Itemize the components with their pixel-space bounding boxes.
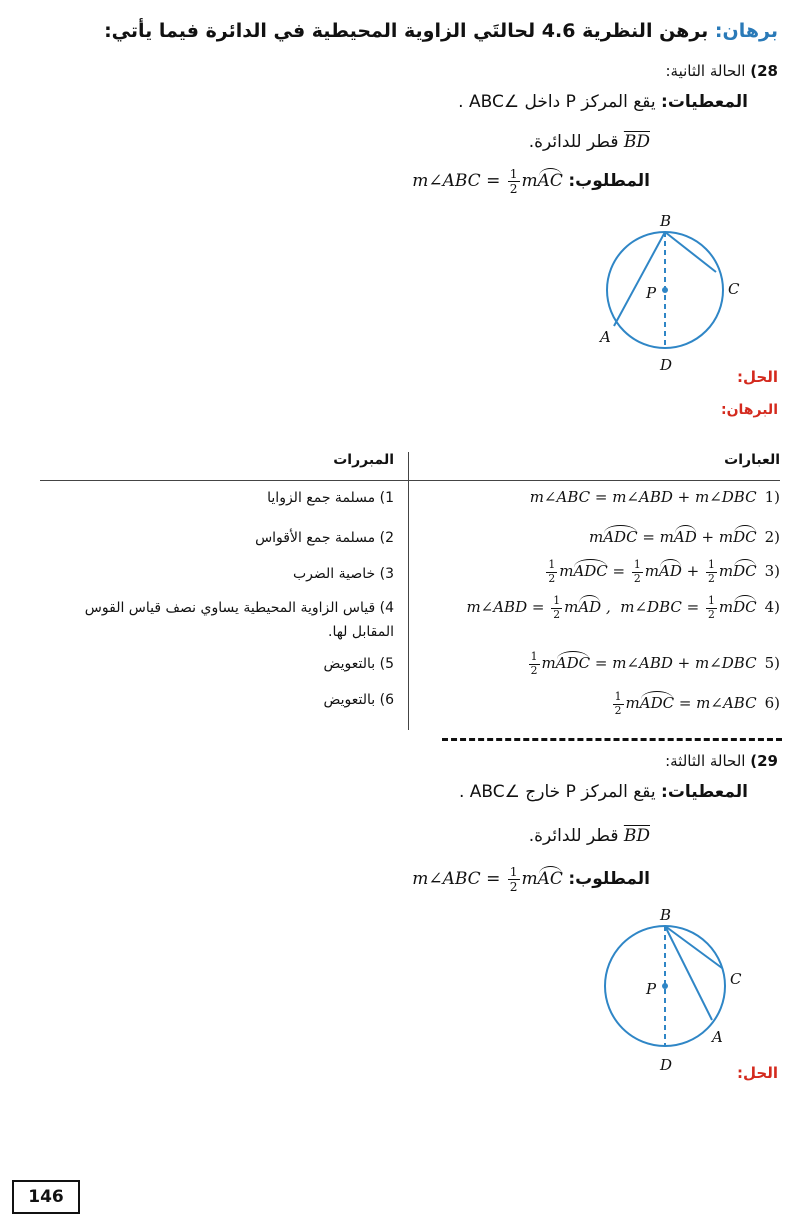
table-row-5-reason: 5) بالتعويض: [323, 656, 394, 672]
page-number: 146: [12, 1180, 80, 1214]
proof-label: برهان:: [714, 20, 778, 42]
case3-center-point: [662, 983, 668, 989]
table-row-2-statement: (2mADC = mAD + mDC: [588, 528, 780, 546]
table-column-divider: [408, 452, 409, 730]
proof-header: [104, 20, 778, 42]
case2-given-text: يقع المركز P داخل ∠ABC .: [458, 92, 656, 112]
case2-title: [665, 62, 778, 80]
table-row-4-statement: (4m∠ABD = $\frac{1}{2}$ mAD , m∠DBC = $\frac{1}{2}$ mDC: [466, 594, 780, 621]
proof-table: [40, 452, 780, 730]
case3-title: [665, 752, 778, 770]
case3-given: [459, 782, 748, 802]
case3-given-line2: [529, 826, 650, 846]
case2-number: 28): [750, 62, 778, 80]
case2-solution-label: الحل:: [737, 368, 778, 386]
case3-title-text: الحالة الثالثة:: [665, 752, 746, 770]
table-row-4-reason: 4) قياس الزاوية المحيطية يساوي نصف قياس القوس المقابل لها.: [84, 600, 394, 640]
case2-segment-bd: $\overline{BD}$: [623, 132, 650, 152]
table-row-3-reason: 3) خاصية الضرب: [292, 566, 394, 582]
reasons-header: المبررات: [333, 452, 394, 468]
section-separator: [442, 738, 782, 741]
table-row-3-statement: (3 $\frac{1}{2}$ mADC = $\frac{1}{2}$ mAD + $\frac{1}{2}$ mDC: [548, 558, 780, 585]
case3-given-line2-text: قطر للدائرة.: [528, 826, 619, 846]
case2-label-a: A: [600, 328, 611, 346]
case2-label-p: P: [646, 284, 657, 302]
case2-label-c: C: [728, 280, 740, 298]
case2-title-text: الحالة الثانية:: [665, 62, 746, 80]
case3-label-d: D: [660, 1056, 673, 1074]
table-row-2-reason: 2) مسلمة جمع الأقواس: [255, 530, 394, 546]
table-row-6-reason: 6) بالتعويض: [323, 692, 394, 708]
case2-required-math: m∠ABC = $\frac{1}{2}$ mAC: [412, 167, 563, 197]
case2-chord-ba: [614, 232, 665, 326]
case2-label-d: D: [660, 356, 673, 374]
case2-given: [458, 92, 748, 112]
case2-required-label: المطلوب:: [568, 171, 650, 192]
case3-label-b: B: [660, 906, 672, 924]
case3-label-p: P: [646, 980, 657, 998]
case2-given-label: المعطيات:: [661, 92, 748, 112]
case2-proof-label: البرهان:: [721, 402, 778, 418]
table-row-1-statement: (1m∠ABC = m∠ABD + m∠DBC: [529, 488, 780, 506]
case3-required-label: المطلوب:: [568, 869, 650, 890]
case2-required: [412, 168, 650, 195]
table-row-6-statement: (6 $\frac{1}{2}$ mADC = m∠ABC: [614, 690, 780, 717]
case2-circle-figure: [590, 210, 760, 380]
proof-instruction: برهن النظرية 4.6 لحالتَي الزاوية المحيطية في الدائرة فيما يأتي:: [104, 20, 709, 42]
case2-required-arc: AC: [537, 171, 563, 192]
table-row-5-statement: (5 $\frac{1}{2}$ mADC = m∠ABD + m∠DBC: [530, 650, 780, 677]
case2-label-b: B: [660, 212, 672, 230]
case3-given-label: المعطيات:: [661, 782, 748, 802]
case3-label-c: C: [730, 970, 742, 988]
case2-center-point: [662, 287, 668, 293]
statements-header: العبارات: [724, 452, 780, 468]
case3-required-math: m∠ABC = $\frac{1}{2}$ mAC: [412, 865, 563, 895]
table-header-rule: [40, 480, 780, 481]
case3-circle-figure: [590, 902, 760, 1082]
case3-solution-label: الحل:: [737, 1064, 778, 1082]
case3-label-a: A: [712, 1028, 723, 1046]
case2-given-line2-text: قطر للدائرة.: [528, 132, 619, 152]
table-row-1-reason: 1) مسلمة جمع الزوايا: [267, 490, 394, 506]
case3-required: [412, 866, 650, 893]
case2-given-line2: [529, 132, 650, 152]
case3-given-text: يقع المركز P خارج ∠ABC .: [458, 782, 656, 802]
case3-segment-bd: $\overline{BD}$: [623, 826, 650, 846]
case3-number: 29): [750, 752, 778, 770]
case3-required-arc: AC: [537, 869, 563, 890]
